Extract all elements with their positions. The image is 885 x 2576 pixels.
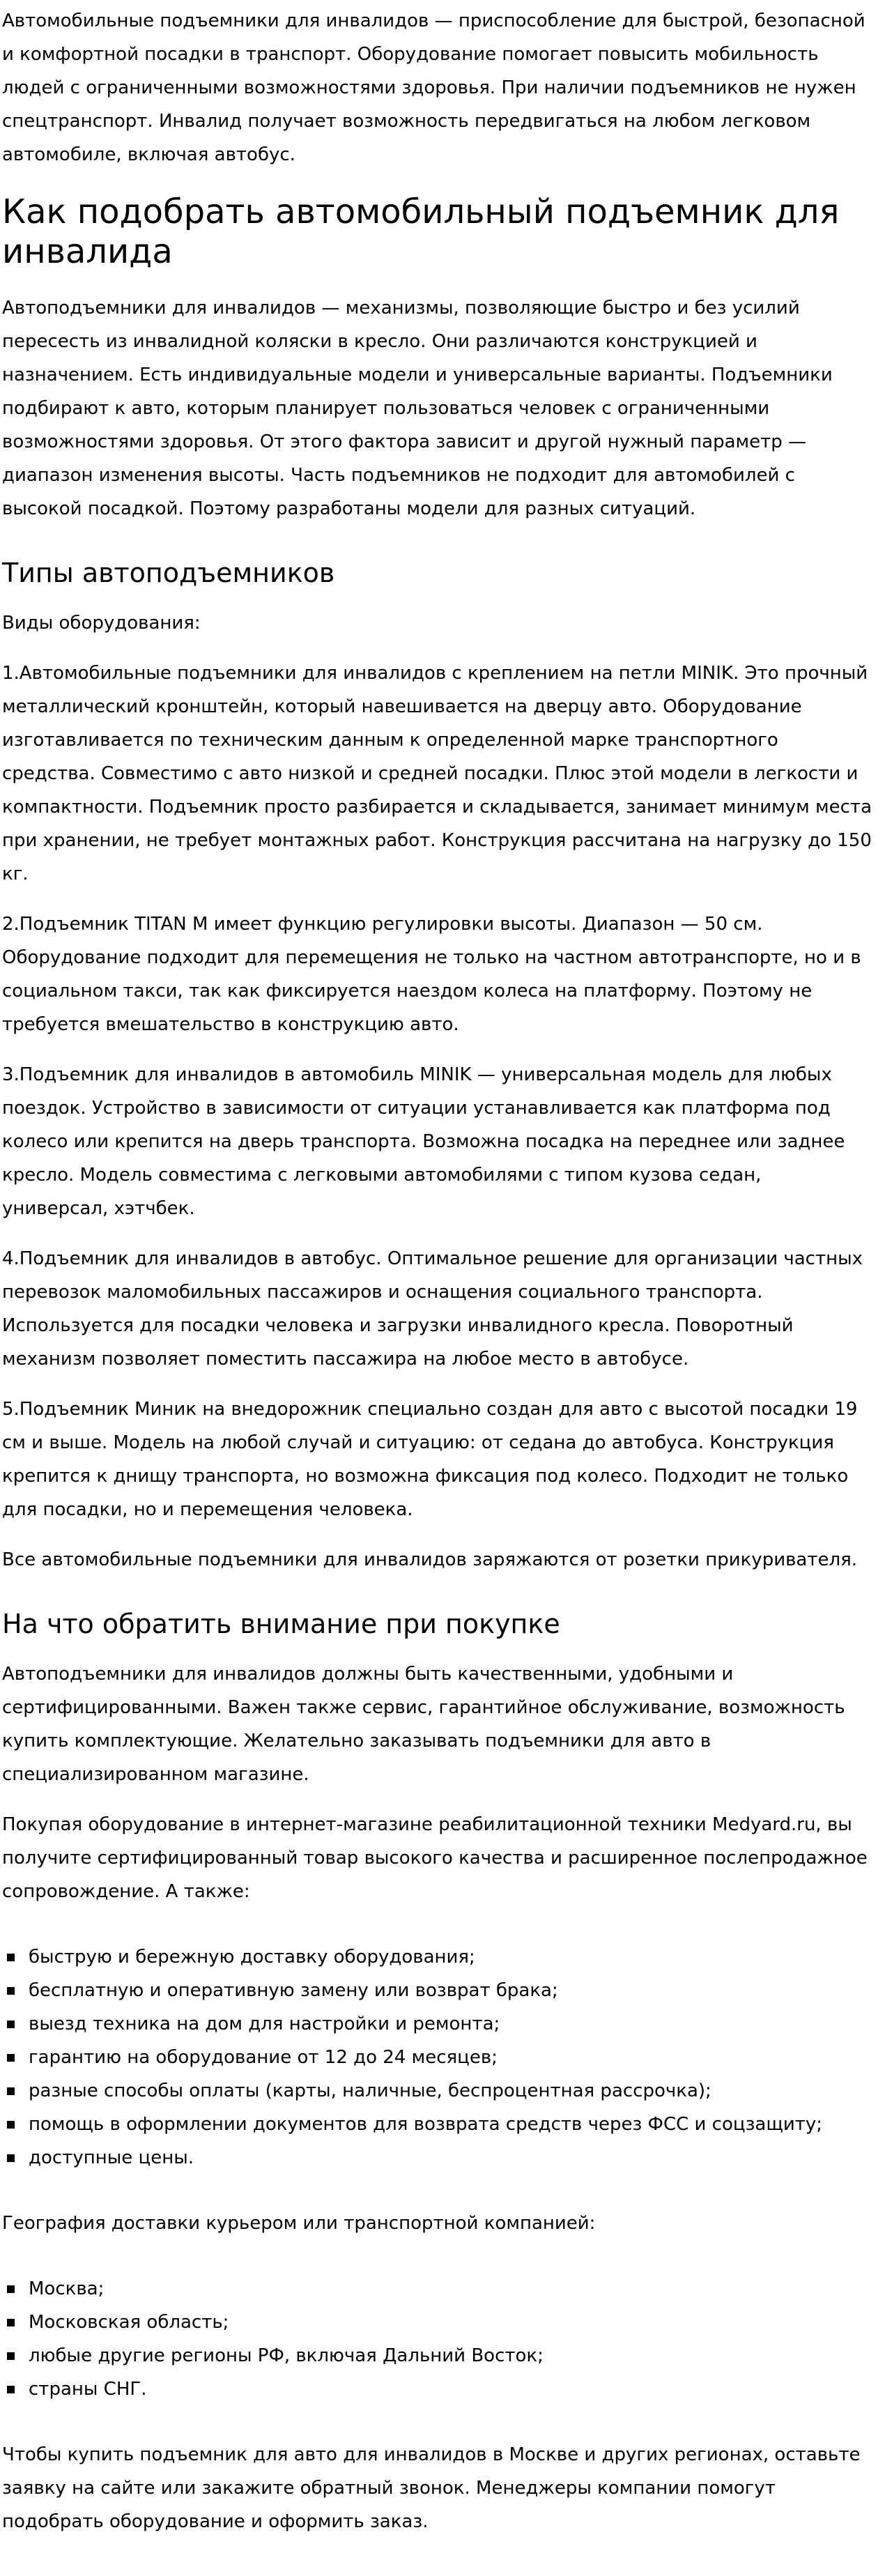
article-title: Как подобрать автомобильный подъемник для инвалида	[2, 192, 840, 271]
list-item: любые другие регионы РФ, включая Дальний Восток;	[2, 2339, 872, 2372]
type-item-minik-hinges: 1.Автомобильные подъемники для инвалидов с креплением на петли MINIK. Это прочный металлический кронштейн, который навешивается на дверцу авто. Оборудование изготавливается по техническим данным к определенной марке транспортного средства. Совместимо с авто низкой и средней посадки. Плюс этой модели в легкости и компактности. Подъемник просто разбирается и складывается, занимает минимум места при хранении, не требует монтажных работ. Конструкция рассчитана на нагрузку до 150 кг.	[2, 663, 872, 884]
type-item-bus-lift: 4.Подъемник для инвалидов в автобус. Оптимальное решение для организации частных перевозок маломобильных пассажиров и оснащения социального транспорта. Используется для посадки человека и загрузки инвалидного кресла. Поворотный механизм позволяет поместить пассажира на любое место в автобусе.	[2, 1248, 863, 1370]
list-item: бесплатную и оперативную замену или возврат брака;	[2, 1974, 872, 2007]
intro-paragraph: Автомобильные подъемники для инвалидов — приспособление для быстрой, безопасной и комфортной посадки в транспорт. Оборудование помогает повысить мобильность людей с ограниченными возможностями здоровья. При наличии подъемников не нужен спецтранспорт. Инвалид получает возможность передвигаться на любом легковом автомобиле, включая автобус.	[2, 10, 865, 165]
list-item: страны СНГ.	[2, 2372, 872, 2406]
type-item-titan-m: 2.Подъемник TITAN M имеет функцию регулировки высоты. Диапазон — 50 см. Оборудование подходит для перемещения не только на частном автотранспорте, но и в социальном такси, так как фиксируется наездом колеса на платформу. Поэтому не требуется вмешательство в конструкцию авто.	[2, 914, 861, 1035]
list-item: помощь в оформлении документов для возврата средств через ФСС и соцзащиту;	[2, 2108, 872, 2141]
list-item: выезд техника на дом для настройки и ремонта;	[2, 2007, 872, 2041]
section-heading-buying: На что обратить внимание при покупке	[2, 1609, 560, 1639]
charging-note-paragraph: Все автомобильные подъемники для инвалидов заряжаются от розетки прикуривателя.	[2, 1549, 858, 1570]
type-item-minik-suv: 5.Подъемник Миник на внедорожник специально создан для авто с высотой посадки 19 см и выше. Модель на любой случай и ситуацию: от седана до автобуса. Конструкция крепится к днищу транспорта, но возможна фиксация под колесо. Подходит не только для посадки, но и перемещения человека.	[2, 1399, 858, 1520]
type-item-minik-universal: 3.Подъемник для инвалидов в автомобиль MINIK — универсальная модель для любых поездок. Устройство в зависимости от ситуации устанавливается как платформа под колесо или крепится на дверь транспорта. Возможна посадка на переднее или заднее кресло. Модель совместима с легковыми автомобилями с типом кузова седан, универсал, хэтчбек.	[2, 1064, 845, 1219]
store-paragraph: Покупая оборудование в интернет-магазине реабилитационной техники Medyard.ru, вы получите сертифицированный товар высокого качества и расширенное послепродажное сопровождение. А также:	[2, 1814, 868, 1902]
list-item: быструю и бережную доставку оборудования;	[2, 1940, 872, 1974]
list-item: разные способы оплаты (карты, наличные, беспроцентная рассрочка);	[2, 2074, 872, 2108]
list-item: доступные цены.	[2, 2141, 872, 2175]
section-heading-types: Типы автоподъемников	[2, 558, 335, 588]
list-item: Московская область;	[2, 2306, 872, 2339]
geography-label: География доставки курьером или транспортной компанией:	[2, 2213, 596, 2234]
equipment-kinds-label: Виды оборудования:	[2, 613, 201, 634]
closing-paragraph: Чтобы купить подъемник для авто для инвалидов в Москве и других регионах, оставьте заявку на сайте или закажите обратный звонок. Менеджеры компании помогут подобрать оборудование и оформить заказ.	[2, 2444, 861, 2532]
regions-list	[2, 2272, 872, 2406]
how-to-choose-paragraph: Автоподъемники для инвалидов — механизмы, позволяющие быстро и без усилий пересесть из инвалидной коляски в кресло. Они различаются конструкцией и назначением. Есть индивидуальные модели и универсальные варианты. Подъемники подбирают к авто, которым планирует пользоваться человек с ограниченными возможностями здоровья. От этого фактора зависит и другой нужный параметр — диапазон изменения высоты. Часть подъемников не подходит для автомобилей с высокой посадкой. Поэтому разработаны модели для разных ситуаций.	[2, 298, 833, 519]
list-item: гарантию на оборудование от 12 до 24 месяцев;	[2, 2041, 872, 2074]
quality-paragraph: Автоподъемники для инвалидов должны быть качественными, удобными и сертифицированными. Важен также сервис, гарантийное обслуживание, возможность купить комплектующие. Желательно заказывать подъемники для авто в специализированном магазине.	[2, 1664, 845, 1785]
benefits-list	[2, 1940, 872, 2175]
list-item: Москва;	[2, 2272, 872, 2306]
